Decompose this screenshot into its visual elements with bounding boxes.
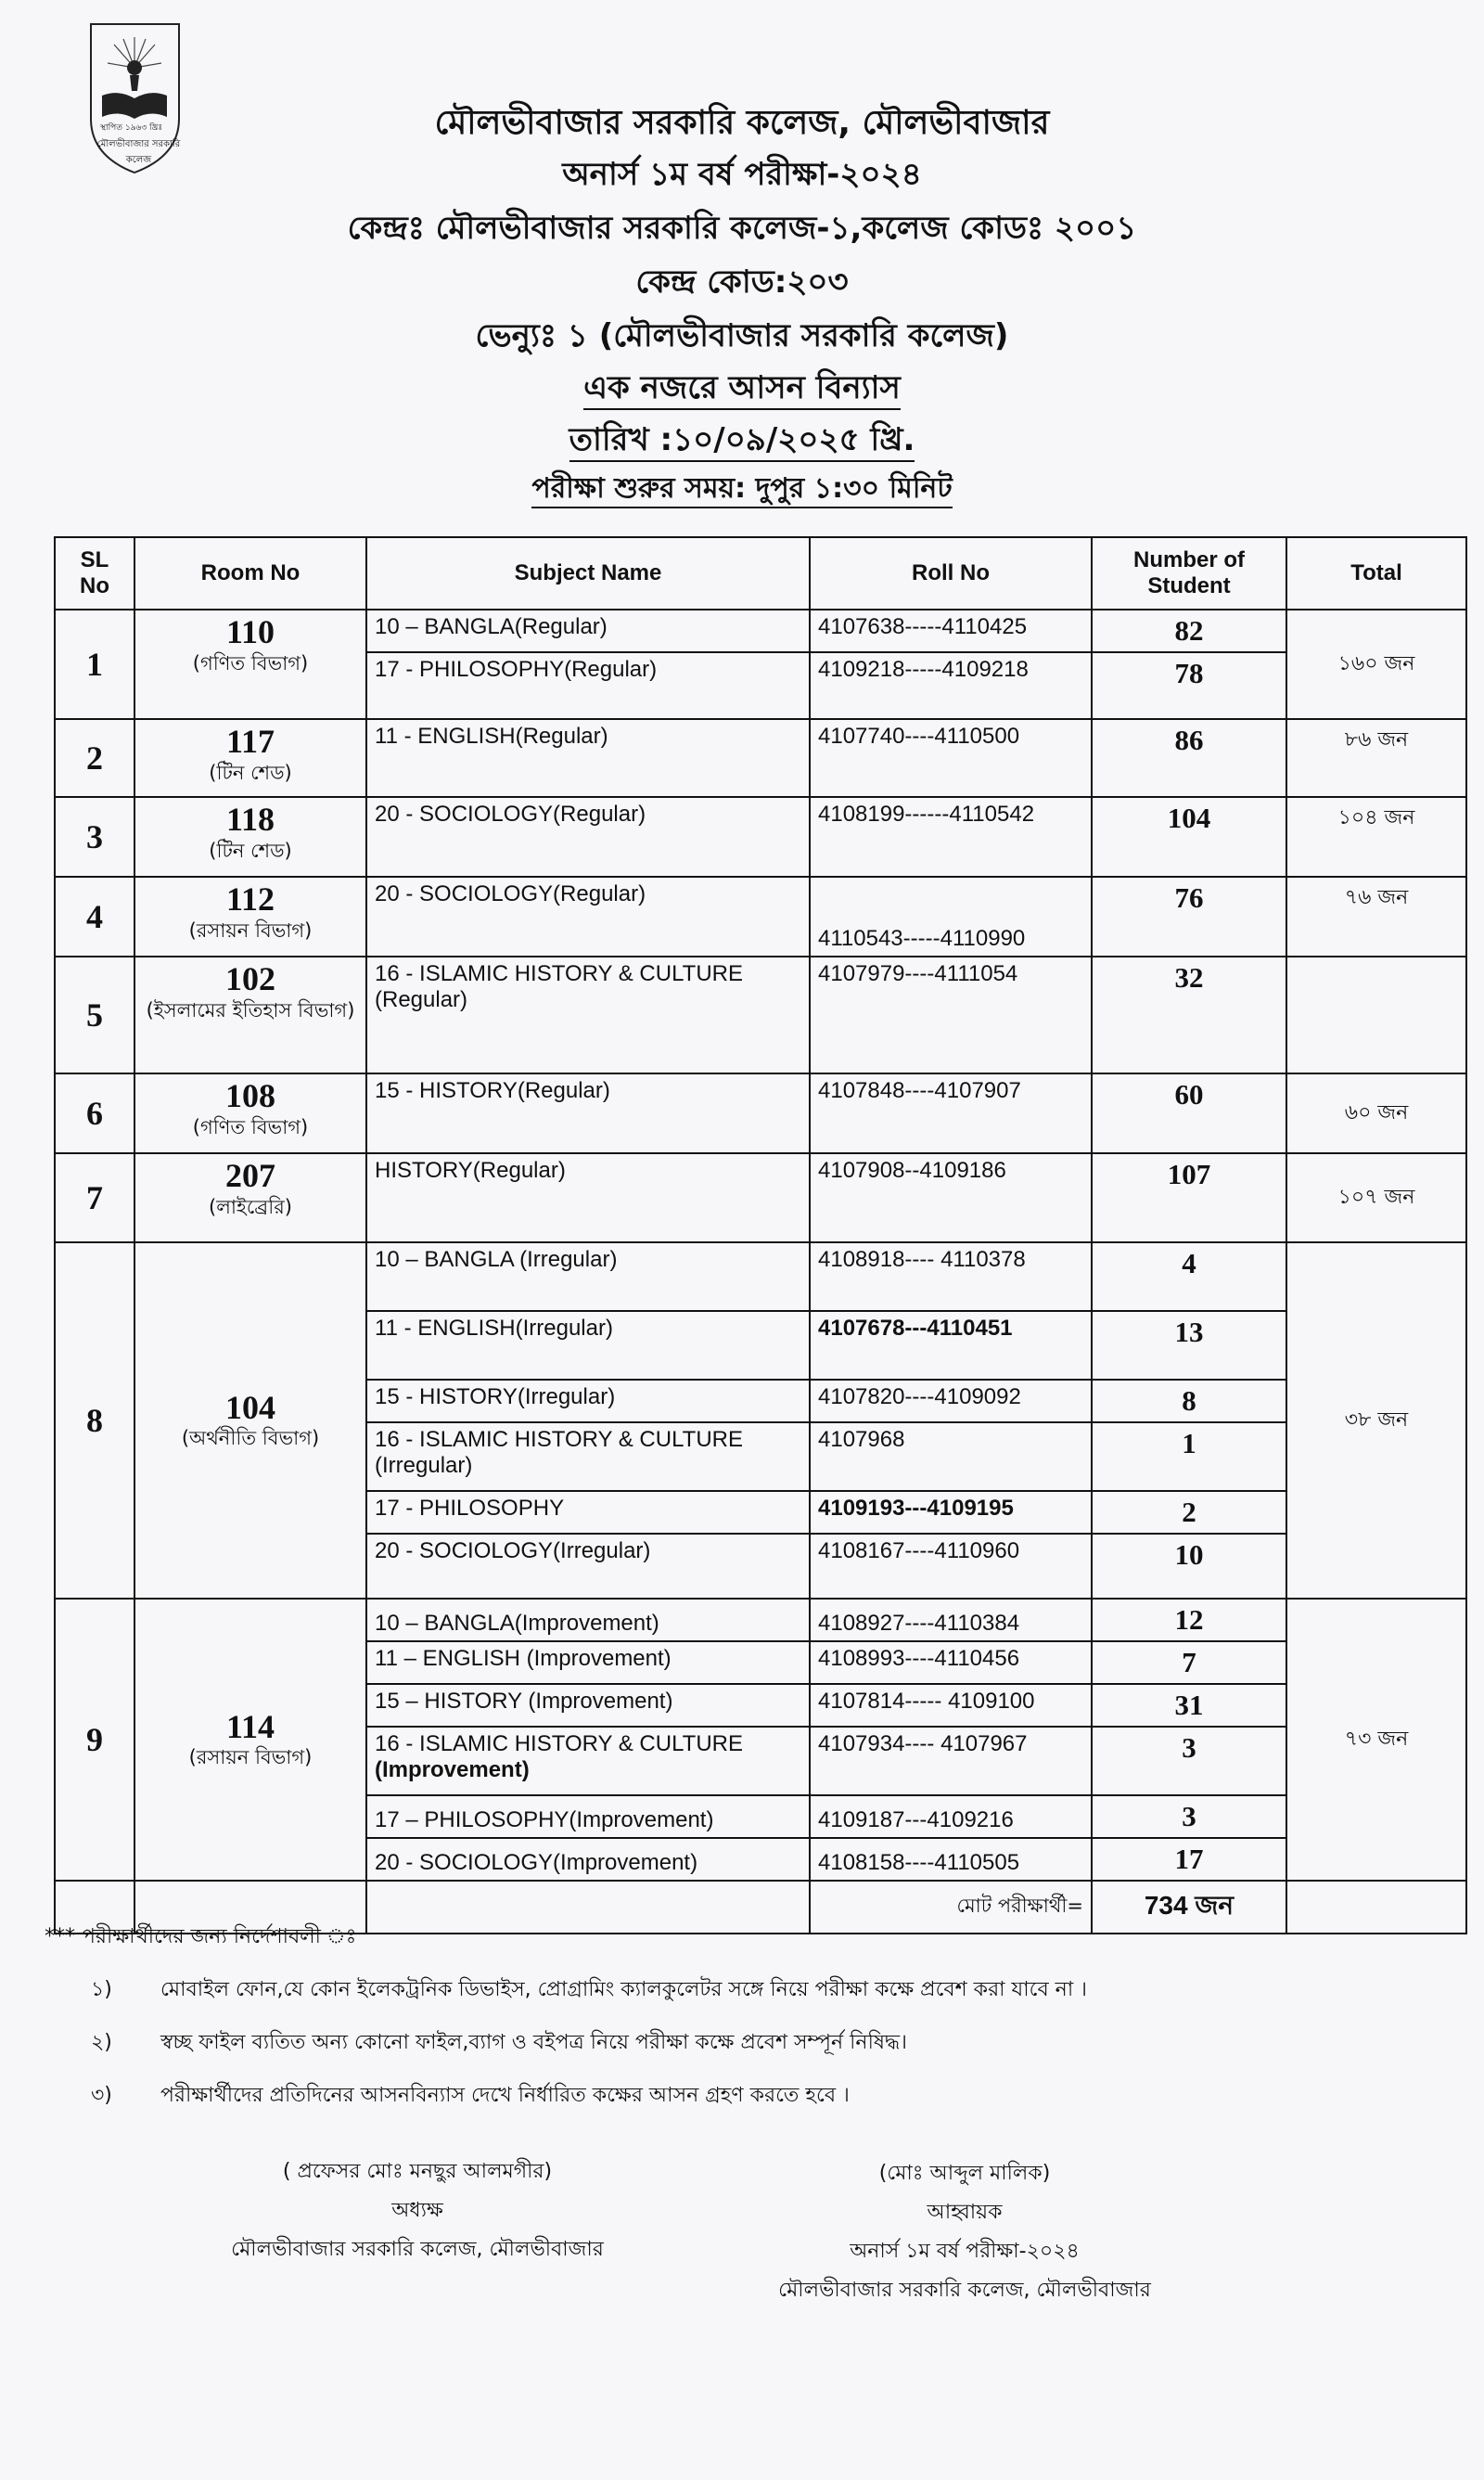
total-examinees-label: মোট পরীক্ষার্থী= (810, 1881, 1092, 1934)
room-dept: (রসায়ন বিভাগ) (188, 1746, 313, 1769)
room-cell (134, 1242, 366, 1599)
subject-line: 16 - ISLAMIC HISTORY & CULTURE (375, 1731, 743, 1756)
roll-cell: 4107820----4109092 (810, 1380, 1092, 1422)
subject-cell: 10 – BANGLA (Irregular) (366, 1242, 810, 1311)
subject-cell: 10 – BANGLA(Regular) (366, 610, 810, 652)
table-row (55, 1153, 1466, 1242)
room-dept: (গণিত বিভাগ) (192, 651, 309, 675)
logo-year: স্থাপিত ১৯৬৩ খ্রিঃ (100, 123, 163, 133)
total-cell: ৩৮ জন (1286, 1242, 1466, 1599)
num-cell: 76 (1092, 877, 1286, 957)
num-cell: 104 (1092, 797, 1286, 877)
subject-cell: 20 - SOCIOLOGY(Irregular) (366, 1534, 810, 1599)
sl-cell: 5 (55, 957, 134, 1073)
seat-plan-table (54, 536, 1467, 1934)
seat-plan-title (0, 364, 1484, 417)
table-row (55, 877, 1466, 957)
sl-cell: 6 (55, 1073, 134, 1153)
total-examinees-value: 734 জন (1092, 1881, 1286, 1934)
room-dept: (টিন শেড) (209, 761, 292, 784)
instruction-number: ২) (91, 2031, 112, 2054)
instructions-title: *** পরীক্ষার্থীদের জন্য নির্দেশাবলী ঃ (45, 1925, 357, 1948)
subject-cell: 16 - ISLAMIC HISTORY & CULTURE (Regular) (366, 957, 810, 1073)
room-cell (134, 1153, 366, 1242)
num-cell: 7 (1092, 1641, 1286, 1684)
num-cell: 60 (1092, 1073, 1286, 1153)
sl-cell: 9 (55, 1599, 134, 1881)
convener-title: আহ্বায়ক (927, 2201, 1003, 2224)
exam-start-time (0, 466, 1484, 513)
subject-cell: 16 - ISLAMIC HISTORY & CULTURE (Irregular) (366, 1422, 810, 1491)
principal-signature-block (176, 2152, 659, 2269)
room-dept: (রসায়ন বিভাগ) (188, 919, 313, 942)
num-cell: 107 (1092, 1153, 1286, 1242)
table-header-row (55, 537, 1466, 610)
room-cell (134, 719, 366, 797)
total-cell: ১০৭ জন (1286, 1153, 1466, 1242)
subject-cell: 20 - SOCIOLOGY(Improvement) (366, 1838, 810, 1881)
num-cell: 4 (1092, 1242, 1286, 1311)
roll-cell: 4107848----4107907 (810, 1073, 1092, 1153)
instruction-number: ৩) (91, 2084, 112, 2107)
table-row (55, 610, 1466, 652)
subject-cell: 20 - SOCIOLOGY(Regular) (366, 797, 810, 877)
instruction-text: মোবাইল ফোন,যে কোন ইলেকট্রনিক ডিভাইস, প্রোগ্রামিং ক্যালকুলেটর সঙ্গে নিয়ে পরীক্ষা কক্ষে প্রবেশ করা যাবে না । (160, 1978, 1088, 2001)
sl-cell: 7 (55, 1153, 134, 1242)
exam-date (0, 416, 1484, 469)
logo-caption: মৌলভীবাজার সরকারি কলেজ (96, 139, 181, 165)
instruction-item (91, 2079, 1436, 2114)
roll-cell: 4109218-----4109218 (810, 652, 1092, 719)
sl-cell: 8 (55, 1242, 134, 1599)
room-number: 207 (225, 1157, 275, 1194)
subject-cell: 17 - PHILOSOPHY(Regular) (366, 652, 810, 719)
room-cell (134, 957, 366, 1073)
instruction-item (91, 2026, 1436, 2061)
num-cell: 3 (1092, 1727, 1286, 1795)
header-room: Room No (134, 537, 366, 610)
subject-cell: HISTORY(Regular) (366, 1153, 810, 1242)
sl-cell: 2 (55, 719, 134, 797)
roll-cell: 4107968 (810, 1422, 1092, 1491)
room-number: 117 (225, 723, 275, 760)
roll-cell: 4107934---- 4107967 (810, 1727, 1092, 1795)
num-cell: 12 (1092, 1599, 1286, 1641)
sl-cell: 3 (55, 797, 134, 877)
instruction-number: ১) (91, 1978, 112, 2001)
exam-title: অনার্স ১ম বর্ষ পরীক্ষা-২০২৪ (562, 156, 922, 193)
total-cell: ১৬০ জন (1286, 610, 1466, 719)
table-row (55, 957, 1466, 1073)
num-cell: 82 (1092, 610, 1286, 652)
header-sl: SL No (55, 537, 134, 610)
room-dept: (ইসলামের ইতিহাস বিভাগ) (146, 998, 355, 1022)
subject-cell: 15 – HISTORY (Improvement) (366, 1684, 810, 1727)
roll-cell: 4108993----4110456 (810, 1641, 1092, 1684)
subject-cell: 15 - HISTORY(Irregular) (366, 1380, 810, 1422)
sl-cell: 4 (55, 877, 134, 957)
room-dept: (গণিত বিভাগ) (192, 1115, 309, 1138)
subject-cell: 11 - ENGLISH(Regular) (366, 719, 810, 797)
subject-cell: 10 – BANGLA(Improvement) (366, 1599, 810, 1641)
num-cell: 8 (1092, 1380, 1286, 1422)
num-cell: 1 (1092, 1422, 1286, 1491)
subject-cell: 15 - HISTORY(Regular) (366, 1073, 810, 1153)
venue: ভেন্যুঃ ১ (মৌলভীবাজার সরকারি কলেজ) (475, 317, 1009, 354)
exam-date-text: তারিখ :১০/০৯/২০২৫ খ্রি. (569, 421, 915, 462)
room-number: 112 (225, 880, 275, 918)
total-cell (1286, 957, 1466, 1073)
sl-cell: 1 (55, 610, 134, 719)
seat-plan-title-text: এক নজরে আসন বিন্যাস (583, 369, 901, 410)
convener-org: মৌলভীবাজার সরকারি কলেজ, মৌলভীবাজার (778, 2279, 1151, 2302)
roll-cell: 4108927----4110384 (810, 1599, 1092, 1641)
room-number: 110 (225, 613, 275, 650)
subject-cell (366, 1727, 810, 1795)
table-row (55, 1242, 1466, 1311)
convener-exam: অনার্স ১ম বর্ষ পরীক্ষা-২০২৪ (850, 2240, 1080, 2263)
principal-title: অধ্যক্ষ (391, 2199, 443, 2222)
room-cell (134, 877, 366, 957)
num-cell: 13 (1092, 1311, 1286, 1380)
roll-cell: 4107814----- 4109100 (810, 1684, 1092, 1727)
roll-cell: 4109193---4109195 (810, 1491, 1092, 1534)
header-roll: Roll No (810, 537, 1092, 610)
principal-org: মৌলভীবাজার সরকারি কলেজ, মৌলভীবাজার (231, 2238, 604, 2261)
roll-cell: 4107979----4111054 (810, 957, 1092, 1073)
room-number: 102 (225, 960, 275, 997)
total-cell: ৭৬ জন (1286, 877, 1466, 957)
room-number: 114 (225, 1707, 275, 1745)
roll-cell: 4108167----4110960 (810, 1534, 1092, 1599)
centre-code: কেন্দ্র কোড:২০৩ (635, 263, 849, 301)
subject-line-2: (Improvement) (375, 1757, 530, 1782)
roll-cell: 4110543-----4110990 (810, 877, 1092, 957)
num-cell: 86 (1092, 719, 1286, 797)
roll-cell: 4107678---4110451 (810, 1311, 1092, 1380)
roll-cell: 4109187---4109216 (810, 1795, 1092, 1838)
num-cell: 78 (1092, 652, 1286, 719)
num-cell: 31 (1092, 1684, 1286, 1727)
total-cell: ১০৪ জন (1286, 797, 1466, 877)
principal-name: ( প্রফেসর মোঃ মনছুর আলমগীর) (282, 2160, 553, 2183)
subject-cell: 11 - ENGLISH(Irregular) (366, 1311, 810, 1380)
subject-cell: 17 – PHILOSOPHY(Improvement) (366, 1795, 810, 1838)
roll-cell: 4107908--4109186 (810, 1153, 1092, 1242)
num-cell: 3 (1092, 1795, 1286, 1838)
total-cell: ৭৩ জন (1286, 1599, 1466, 1881)
room-cell (134, 1073, 366, 1153)
subject-cell: 11 – ENGLISH (Improvement) (366, 1641, 810, 1684)
room-dept: (অর্থনীতি বিভাগ) (181, 1427, 320, 1450)
room-cell (134, 610, 366, 719)
college-name: মৌলভীবাজার সরকারি কলেজ, মৌলভীবাজার (434, 104, 1050, 142)
convener-name: (মোঃ আব্দুল মালিক) (878, 2162, 1051, 2185)
room-dept: (লাইব্রেরি) (209, 1195, 292, 1218)
roll-cell: 4108158----4110505 (810, 1838, 1092, 1881)
roll-cell: 4107740----4110500 (810, 719, 1092, 797)
num-cell: 17 (1092, 1838, 1286, 1881)
subject-cell: 20 - SOCIOLOGY(Regular) (366, 877, 810, 957)
num-cell: 10 (1092, 1534, 1286, 1599)
instruction-item (91, 1973, 1436, 2008)
roll-cell: 4108918---- 4110378 (810, 1242, 1092, 1311)
exam-start-time-text: পরীক্ষা শুরুর সময়: দুপুর ১:৩০ মিনিট (531, 472, 952, 508)
total-cell: ৮৬ জন (1286, 719, 1466, 797)
room-number: 104 (225, 1388, 275, 1426)
header-num: Number of Student (1092, 537, 1286, 610)
total-cell: ৬০ জন (1286, 1073, 1466, 1153)
centre-info: কেন্দ্রঃ মৌলভীবাজার সরকারি কলেজ-১,কলেজ কোডঃ ২০০১ (347, 210, 1137, 247)
header-total: Total (1286, 537, 1466, 610)
num-cell: 2 (1092, 1491, 1286, 1534)
table-row (55, 719, 1466, 797)
room-number: 118 (225, 801, 275, 838)
convener-signature-block (723, 2154, 1206, 2310)
room-dept: (টিন শেড) (209, 839, 292, 862)
header-subject: Subject Name (366, 537, 810, 610)
roll-cell: 4107638-----4110425 (810, 610, 1092, 652)
room-number: 108 (225, 1077, 275, 1114)
subject-cell: 17 - PHILOSOPHY (366, 1491, 810, 1534)
roll-cell: 4108199------4110542 (810, 797, 1092, 877)
instruction-text: স্বচ্ছ ফাইল ব্যতিত অন্য কোনো ফাইল,ব্যাগ ও বইপত্র নিয়ে পরীক্ষা কক্ষে প্রবেশ সম্পূর্ন নিষিদ্ধ। (160, 2031, 907, 2054)
num-cell: 32 (1092, 957, 1286, 1073)
instructions (45, 1921, 1436, 2132)
room-cell (134, 797, 366, 877)
table-row (55, 1073, 1466, 1153)
table-row (55, 1599, 1466, 1641)
table-row (55, 797, 1466, 877)
instruction-text: পরীক্ষার্থীদের প্রতিদিনের আসনবিন্যাস দেখে নির্ধারিত কক্ষের আসন গ্রহণ করতে হবে । (160, 2084, 850, 2107)
room-cell (134, 1599, 366, 1881)
